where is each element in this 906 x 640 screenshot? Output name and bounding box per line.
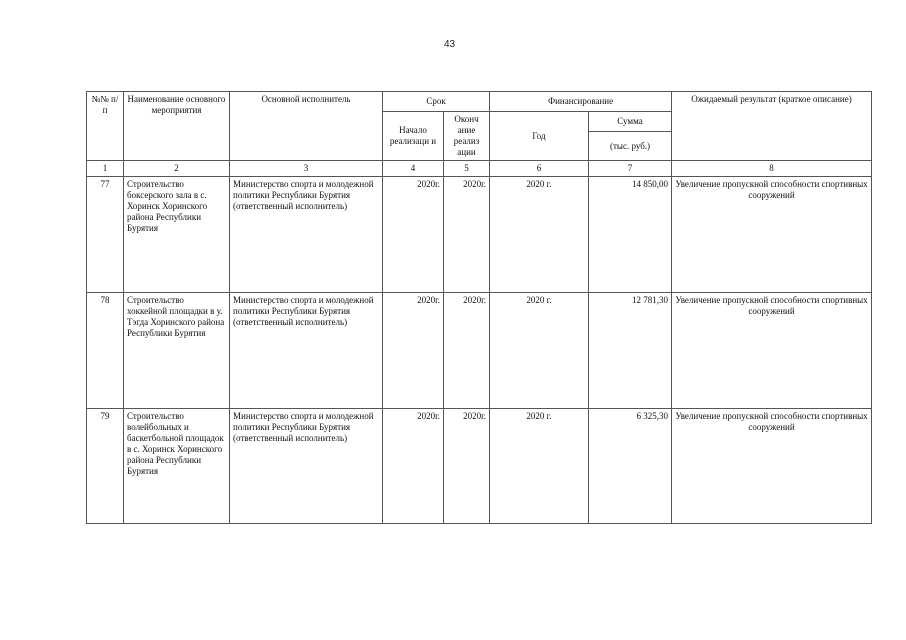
page-number: 43 [444,39,456,50]
row-name: Строительство волейбольных и баскетбольной площадок в с. Хоринск Хоринского района Республики Бурятия [124,409,230,524]
table-row [87,409,872,524]
row-result: Увеличение пропускной способности спортивных сооружений [672,293,872,409]
row-start: 2020г. [383,177,444,293]
header-executor: Основной исполнитель [230,92,383,161]
activities-table [86,91,872,524]
row-end: 2020г. [444,409,490,524]
header-name: Наименование основного мероприятия [124,92,230,161]
row-end: 2020г. [444,293,490,409]
table-row [87,293,872,409]
col-number: 7 [589,161,672,177]
row-executor: Министерство спорта и молодежной политики Республики Бурятия (ответственный исполнитель) [230,177,383,293]
col-number: 2 [124,161,230,177]
row-name: Строительство боксерского зала в с. Хоринск Хоринского района Республики Бурятия [124,177,230,293]
header-start: Начало реализаци и [383,112,444,161]
header-term: Срок [383,92,490,112]
row-result: Увеличение пропускной способности спортивных сооружений [672,177,872,293]
row-result: Увеличение пропускной способности спортивных сооружений [672,409,872,524]
row-name: Строительство хоккейной площадки в у. Тэгда Хоринского района Республики Бурятия [124,293,230,409]
row-sum: 12 781,30 [589,293,672,409]
col-number: 6 [490,161,589,177]
col-number: 3 [230,161,383,177]
row-executor: Министерство спорта и молодежной политики Республики Бурятия (ответственный исполнитель) [230,409,383,524]
header-end: Оконч ание реализ ации [444,112,490,161]
row-num: 79 [87,409,124,524]
row-executor: Министерство спорта и молодежной политики Республики Бурятия (ответственный исполнитель) [230,293,383,409]
row-start: 2020г. [383,409,444,524]
col-number: 1 [87,161,124,177]
row-start: 2020г. [383,293,444,409]
header-sum-unit: (тыс. руб.) [589,132,672,161]
header-year: Год [490,112,589,161]
row-num: 78 [87,293,124,409]
col-number: 4 [383,161,444,177]
row-end: 2020г. [444,177,490,293]
row-year: 2020 г. [490,177,589,293]
header-num: №№ п/п [87,92,124,161]
row-year: 2020 г. [490,293,589,409]
row-year: 2020 г. [490,409,589,524]
row-sum: 6 325,30 [589,409,672,524]
table-row [87,177,872,293]
col-number: 8 [672,161,872,177]
row-sum: 14 850,00 [589,177,672,293]
header-result: Ожидаемый результат (краткое описание) [672,92,872,161]
col-number: 5 [444,161,490,177]
header-sum: Сумма [589,112,672,132]
row-num: 77 [87,177,124,293]
header-financing: Финансирование [490,92,672,112]
